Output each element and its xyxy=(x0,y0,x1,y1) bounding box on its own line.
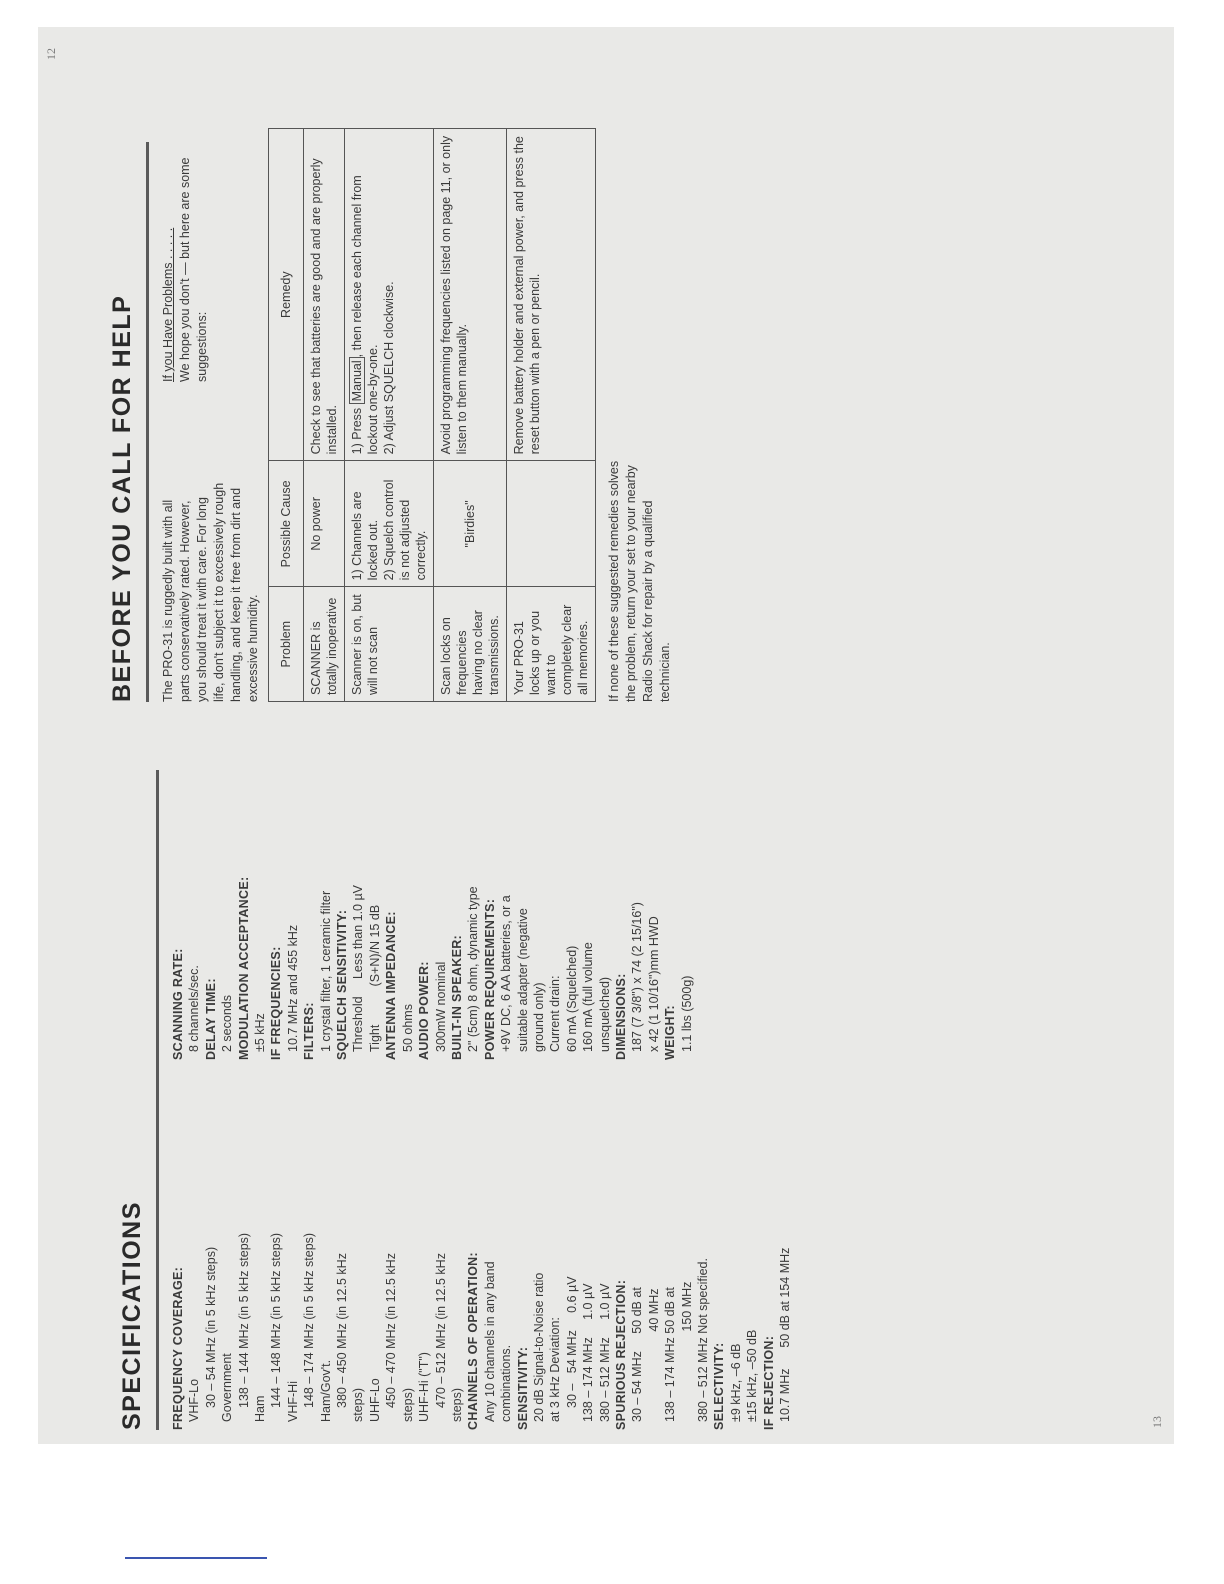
spec-value: steps) xyxy=(449,1387,464,1422)
spec-heading: IF REJECTION: xyxy=(761,1335,776,1430)
spec-value: 30 – 54 MHz 50 dB at xyxy=(630,1287,645,1422)
table-row xyxy=(434,129,507,702)
spec-heading: SQUELCH SENSITIVITY: xyxy=(335,909,350,1060)
spec-heading: ANTENNA IMPEDANCE: xyxy=(384,911,399,1060)
problem-cell: Scanner is on, but will not scan xyxy=(345,587,434,702)
intro-paragraph: The PRO-31 is ruggedly built with all parts conservatively rated. However, you should treat it with care. For long life, don't subject it to excessively rough handling, and keep it free from dirt and excessive humidity. xyxy=(161,482,260,702)
spec-value: ±5 kHz xyxy=(253,1013,268,1052)
spec-value: 8 channels/sec. xyxy=(187,965,202,1052)
spec-heading: DELAY TIME: xyxy=(203,978,218,1060)
spec-value: Tight (S+N)/N 15 dB xyxy=(367,904,382,1052)
problem-table xyxy=(268,128,596,702)
if-problems-text: We hope you don't — but here are some suggestions: xyxy=(178,157,209,382)
spec-value: steps) xyxy=(400,1387,415,1422)
blue-underline-mark xyxy=(125,1557,267,1559)
cause-cell xyxy=(507,461,596,587)
spec-value: 60 mA (Squelched) xyxy=(564,945,579,1052)
spec-heading: SELECTIVITY: xyxy=(712,1342,727,1430)
spec-value: steps) xyxy=(351,1387,366,1422)
if-problems-section xyxy=(160,92,211,382)
cause-cell: "Birdies" xyxy=(434,461,507,587)
spec-value: 10.7 MHz and 455 kHz xyxy=(285,924,300,1052)
spec-value: suitable adapter (negative xyxy=(515,908,530,1052)
spec-value: 1.1 lbs (500g) xyxy=(679,975,694,1052)
table-row xyxy=(304,129,345,702)
spec-column-left xyxy=(170,1120,793,1430)
if-problems-heading: If you Have Problems . . . . . xyxy=(161,227,175,382)
spec-value: 138 – 174 MHz 1.0 µV xyxy=(581,1283,596,1422)
page-number: 13 xyxy=(1150,1416,1164,1428)
cause-cell: 1) Channels are locked out. 2) Squelch control is not adjusted correctly. xyxy=(345,461,434,587)
help-page xyxy=(38,27,1174,728)
spec-heading: FILTERS: xyxy=(302,1002,317,1060)
spec-value: ±15 kHz, –50 dB xyxy=(745,1329,760,1422)
cause-cell: No power xyxy=(304,461,345,587)
spec-value: Ham xyxy=(253,1395,268,1422)
remedy-cell: Avoid programming frequencies listed on page 11, or only listen to them manually. xyxy=(434,129,507,461)
spec-value: 40 MHz xyxy=(646,1288,661,1408)
title-rule xyxy=(146,142,149,702)
spec-value: Threshold Less than 1.0 µV xyxy=(351,884,366,1052)
spec-value: 2" (5cm) 8 ohm, dynamic type xyxy=(466,886,481,1052)
spec-heading: IF FREQUENCIES: xyxy=(269,946,284,1060)
spec-value: ±9 kHz, –6 dB xyxy=(728,1343,743,1422)
spec-value: VHF-Hi xyxy=(285,1381,300,1422)
help-page-content xyxy=(94,62,1094,702)
spec-value: at 3 kHz Deviation: xyxy=(548,1317,563,1422)
table-row xyxy=(345,129,434,702)
problem-cell: SCANNER is totally inoperative xyxy=(304,587,345,702)
header-problem: Problem xyxy=(269,587,304,702)
spec-value: UHF-Lo xyxy=(367,1378,382,1422)
spec-column-right xyxy=(170,760,695,1060)
spec-value: +9V DC, 6 AA batteries, or a xyxy=(499,895,514,1052)
spec-heading: WEIGHT: xyxy=(663,1005,678,1060)
spec-value: 450 – 470 MHz (in 12.5 kHz xyxy=(384,1253,399,1408)
problem-cell: Your PRO-31 locks up or you want to completely clear all memories. xyxy=(507,587,596,702)
spec-value: 1 crystal filter, 1 ceramic filter xyxy=(318,890,333,1052)
page-number: 12 xyxy=(44,48,58,60)
spec-value: 138 – 174 MHz 50 dB at xyxy=(663,1287,678,1422)
spec-page-content xyxy=(104,750,1104,1430)
spec-value: 148 – 174 MHz (in 5 kHz steps) xyxy=(302,1232,317,1408)
spec-value: ground only) xyxy=(531,982,546,1052)
spec-value: 20 dB Signal-to-Noise ratio xyxy=(531,1272,546,1422)
spec-value: 150 MHz xyxy=(679,1281,694,1408)
spec-value: Current drain: xyxy=(548,975,563,1052)
spec-value: 2 seconds xyxy=(220,995,235,1052)
spec-value: Government xyxy=(220,1353,235,1422)
spec-value: 10.7 MHz 50 dB at 154 MHz xyxy=(778,1247,793,1422)
spec-value: 50 ohms xyxy=(400,1004,415,1052)
spec-value: UHF-Hi ("T") xyxy=(417,1352,432,1422)
spec-heading: AUDIO POWER: xyxy=(417,961,432,1060)
remedy-cell: Remove battery holder and external power, and press the reset button with a pen or pencil. xyxy=(507,129,596,461)
spec-value: 144 – 148 MHz (in 5 kHz steps) xyxy=(269,1232,284,1408)
spec-value: 30 – 54 MHz (in 5 kHz steps) xyxy=(203,1246,218,1408)
remedy-cell: Check to see that batteries are good and are properly installed. xyxy=(304,129,345,461)
spec-value: 300mW nominal xyxy=(433,961,448,1052)
spec-value: combinations. xyxy=(499,1344,514,1422)
spec-heading: BUILT-IN SPEAKER: xyxy=(449,934,464,1060)
spec-heading: MODULATION ACCEPTANCE: xyxy=(236,876,251,1060)
spec-value: 138 – 144 MHz (in 5 kHz steps) xyxy=(236,1232,251,1408)
spec-heading: POWER REQUIREMENTS: xyxy=(482,898,497,1060)
page-title: BEFORE YOU CALL FOR HELP xyxy=(108,294,136,702)
spec-value: 470 – 512 MHz (in 12.5 kHz xyxy=(433,1253,448,1408)
problem-cell: Scan locks on frequencies having no clear transmissions. xyxy=(434,587,507,702)
header-remedy: Remedy xyxy=(269,129,304,461)
closing-paragraph: If none of these suggested remedies solves the problem, return your set to your nearby Radio Shack for repair by a qualified technician. xyxy=(607,460,672,702)
spec-value: 380 – 450 MHz (in 12.5 kHz xyxy=(335,1253,350,1408)
title-rule xyxy=(156,770,159,1430)
spec-value: VHF-Lo xyxy=(187,1378,202,1422)
spec-heading: DIMENSIONS: xyxy=(613,973,628,1060)
spec-value: 380 – 512 MHz 1.0 µV xyxy=(597,1283,612,1422)
spec-value: Ham/Gov't. xyxy=(318,1359,333,1422)
spec-value: 30 – 54 MHz 0.6 µV xyxy=(564,1276,579,1408)
header-possible-cause: Possible Cause xyxy=(269,461,304,587)
spec-heading: SCANNING RATE: xyxy=(171,948,185,1060)
spec-heading: SPURIOUS REJECTION: xyxy=(613,1279,628,1430)
spec-value: Any 10 channels in any band xyxy=(482,1261,497,1422)
spec-value: x 42 (1 10/16")mm HWD xyxy=(646,916,661,1052)
remedy-cell: 1) Press Manual, then release each channel from lockout one-by-one. 2) Adjust SQUELCH clockwise. xyxy=(345,129,434,461)
spec-heading: FREQUENCY COVERAGE: xyxy=(171,1266,185,1430)
manual-key-label: Manual xyxy=(349,357,365,404)
spec-heading: SENSITIVITY: xyxy=(515,1346,530,1430)
spec-value: unsquelched) xyxy=(597,976,612,1052)
page-title: SPECIFICATIONS xyxy=(118,1201,146,1430)
specifications-page xyxy=(38,728,1174,1444)
spec-value: 187 (7 3/8") x 74 (2 15/16") xyxy=(630,902,645,1052)
spec-value: 160 mA (full volume xyxy=(581,942,596,1052)
table-row xyxy=(507,129,596,702)
spec-heading: CHANNELS OF OPERATION: xyxy=(466,1252,481,1430)
spec-value: 380 – 512 MHz Not specified. xyxy=(696,1258,710,1422)
